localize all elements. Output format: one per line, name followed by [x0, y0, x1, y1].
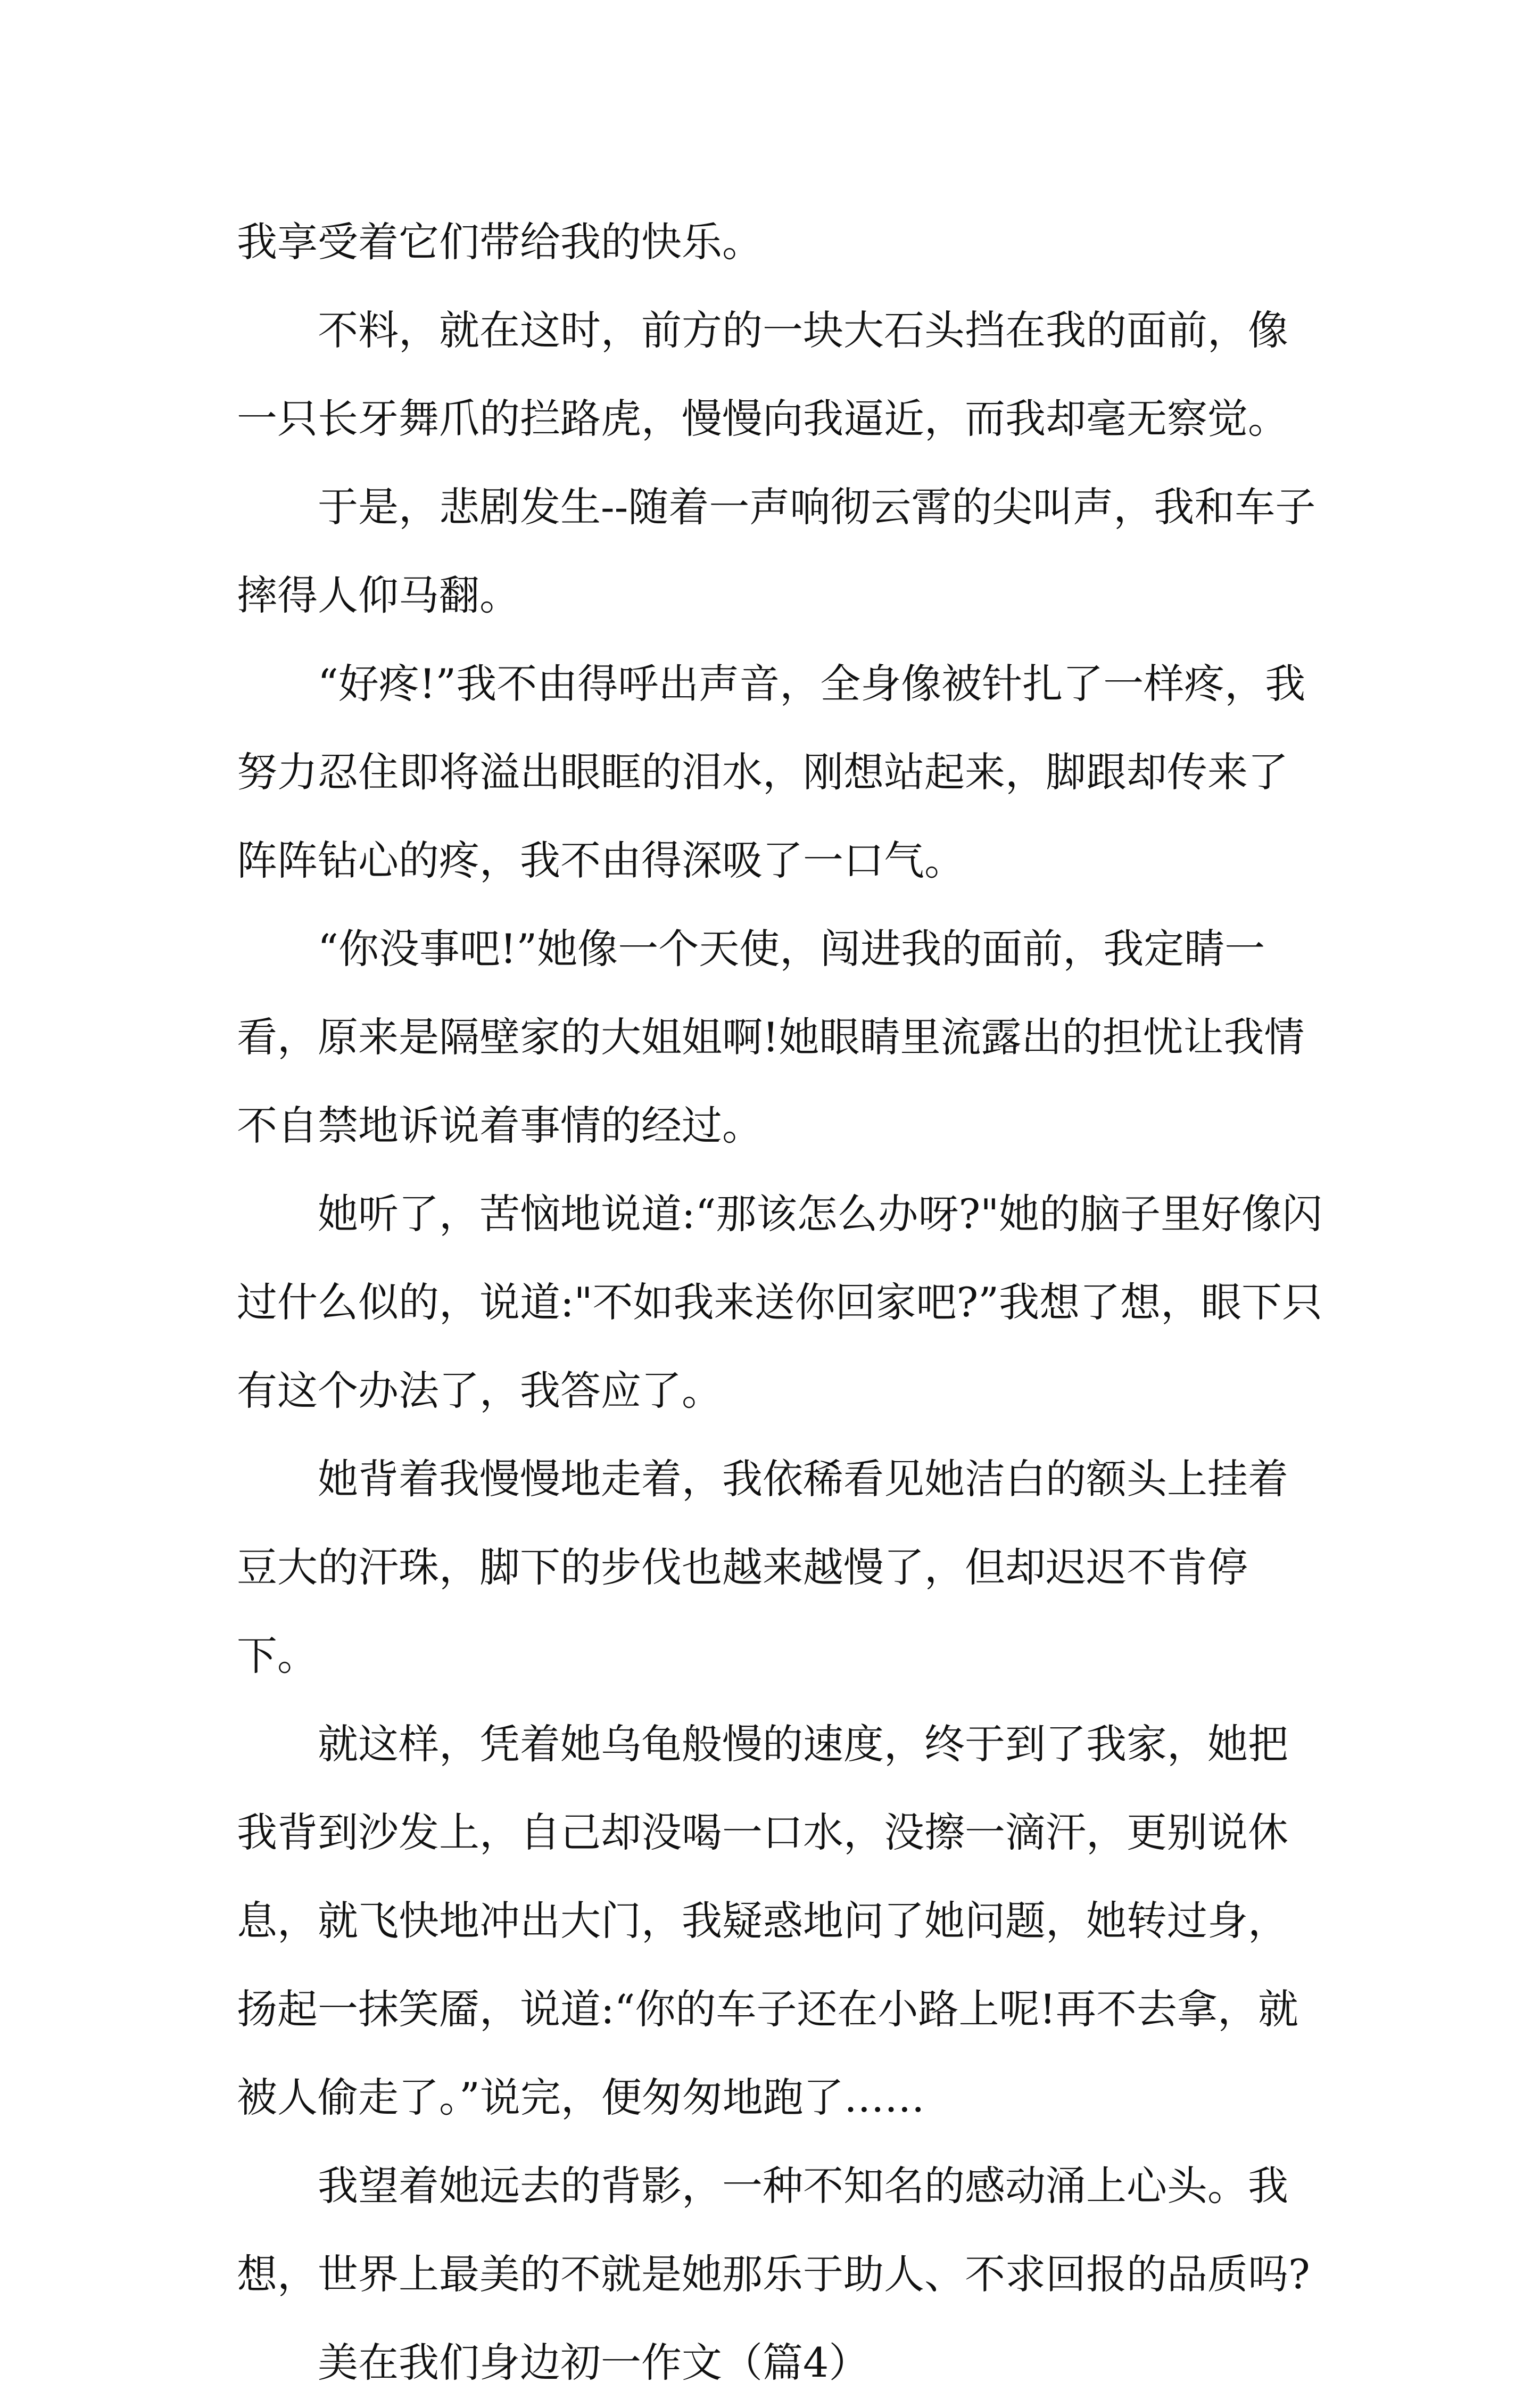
- paragraph: 我望着她远去的背影，一种不知名的感动涌上心头。我想，世界上最美的不就是她那乐于助人、不求回报的品质吗?: [237, 2162, 1310, 2298]
- paragraph: 她背着我慢慢地走着，我依稀看见她洁白的额头上挂着豆大的汗珠，脚下的步伐也越来越慢了，但却迟迟不肯停下。: [237, 1455, 1288, 1679]
- paragraph: 她听了，苦恼地说道:“那该怎么办呀?"她的脑子里好像闪过什么似的，说道:"不如我来送你回家吧?”我想了想，眼下只有这个办法了，我答应了。: [237, 1190, 1323, 1414]
- paragraph: “好疼!”我不由得呼出声音，全身像被针扎了一样疼，我努力忍住即将溢出眼眶的泪水，刚想站起来，脚跟却传来了阵阵钻心的疼，我不由得深吸了一口气。: [237, 660, 1306, 884]
- section-heading: 美在我们身边初一作文（篇4）: [318, 2339, 870, 2386]
- paragraph: 不料，就在这时，前方的一块大石头挡在我的面前，像一只长牙舞爪的拦路虎，慢慢向我逼近，而我却毫无察觉。: [237, 307, 1288, 442]
- essay-body: [237, 198, 1328, 2407]
- paragraph-continuation: 我享受着它们带给我的快乐。: [237, 218, 763, 266]
- paragraph: 于是，悲剧发生--随着一声响彻云霄的尖叫声，我和车子摔得人仰马翻。: [237, 483, 1316, 619]
- paragraph: “你没事吧!”她像一个天使，闯进我的面前，我定睛一看，原来是隔壁家的大姐姐啊!她眼睛里流露出的担忧让我情不自禁地诉说着事情的经过。: [237, 925, 1305, 1149]
- paragraph: 就这样，凭着她乌龟般慢的速度，终于到了我家，她把我背到沙发上，自己却没喝一口水，没擦一滴汗，更别说休息，就飞快地冲出大门，我疑惑地问了她问题，她转过身，扬起一抹笑靥，说道:“你的车子还在小路上呢!再不去拿，就被人偷走了。”说完，便匆匆地跑了……: [237, 1720, 1298, 2121]
